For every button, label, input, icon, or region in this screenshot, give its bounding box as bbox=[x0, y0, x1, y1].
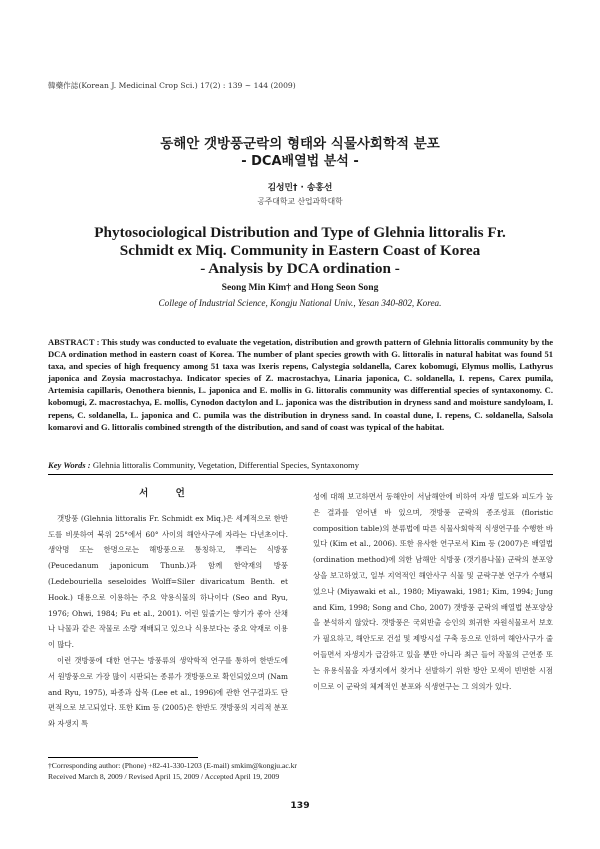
korean-authors: 김성민† · 송홍선 bbox=[267, 183, 333, 193]
footnote-rule bbox=[48, 757, 198, 758]
intro-paragraph-1: 갯방풍 (Glehnia littoralis Fr. Schmidt ex Miq.)은 세계적으로 한반도를 비롯하여 북위 25°에서 60° 사이의 해안사구에 자라는 다년초이다. 생약명 또는 한명으로는 해방풍으로 통칭하고, 뿌리는 식방풍 (Peucedanum japonicum Thunb.)과 함께 한약재의 방풍 (Ledebouriella seseloides Wolff=Siler divaricatum Benth. et Hook.) 대용으로 이용하는 주요 약용식물의 하나이다 (Seo and Ryu, 1976; Ohwi, 1984; Fu et al., 2001). 어린 잎줄기는 향기가 좋아 산채나 나물과 같은 작물로 소량 재배되고 있으나 식용보다는 중요 약재로 이용이 많다. bbox=[48, 513, 288, 650]
keywords-text: Glehnia littoralis Community, Vegetation, Differential Species, Syntaxonomy bbox=[92, 460, 360, 470]
keywords-label: Key Words : bbox=[48, 460, 91, 470]
korean-affiliation: 공주대학교 산업과학대학 bbox=[257, 197, 343, 206]
right-column bbox=[313, 489, 553, 694]
korean-title: 동해안 갯방풍군락의 형태와 식물사회학적 분포 bbox=[160, 136, 440, 152]
english-authors: Seong Min Kim† and Hong Seon Song bbox=[221, 282, 379, 293]
intro-paragraph-2: 이런 갯방풍에 대한 연구는 방풍류의 생약학적 연구를 통하여 한반도에서 원방풍으로 가장 많이 시판되는 종류가 갯방풍으로 확인되었으며 (Nam and Ryu, 1975), 파종과 삽목 (Lee et al., 1996)에 관한 연구결과도 단편적으로 보고되었다. 또한 Kim 등 (2005)은 한반도 갯방풍의 지리적 분포와 자생지 특 bbox=[48, 655, 288, 729]
corresponding-author-note: †Corresponding author: (Phone) +82-41-330-1203 (E-mail) smkim@kongju.ac.kr bbox=[48, 761, 297, 770]
keywords bbox=[48, 460, 553, 470]
english-title bbox=[0, 224, 600, 278]
english-title-line-3: - Analysis by DCA ordination - bbox=[200, 260, 400, 277]
abstract: ABSTRACT : This study was conducted to evaluate the vegetation, distribution and growth pattern of Glehnia littoralis community by the DCA ordination method in eastern coast of Korea. The number of plant species growth with G. littoralis in natural habitat was found 51 taxa, and species of high frequency among 51 taxa was Ixeris repens, Calystegia soldanella, Carex kobomugi, Elymus mollis, Lathyrus japonica and Zoysia macrostachya. Indicator species of Z. macrostachya, Linaria japonica, C. soldanella, I. repens, Carex pumila, Artemisia capillaris, Oenothera biennis, L. japonica and E. mollis in G. littoralis community was differential species of syntaxonomy. C. kobomugi, Z. macrostachya, E. mollis, Cynodon dactylon and L. japonica was the distribution in dryness sand and moisture sandyloam, I. repens, C. soldanella, L. japonica and C. pumila was the distribution in dryness sand. In coastal dune, I. repens, C. soldanella, Salsola komarovi and G. littoralis combined strength of the distribution, and sand of coast was typical of the habitat. bbox=[48, 337, 553, 432]
english-affiliation: College of Industrial Science, Kongju National Univ., Yesan 340-802, Korea. bbox=[158, 298, 442, 308]
korean-subtitle: - DCA배열법 분석 - bbox=[241, 154, 359, 169]
intro-paragraph-continued: 성에 대해 보고하면서 동해안이 서남해안에 비하여 자생 밀도와 피도가 높은 결과를 얻어낸 바 있으며, 갯방풍 군락의 종조성표 (floristic composition table)의 분류법에 따른 식물사회학적 식생연구를 수행한 바 있다 (Kim et al., 2006). 또한 유사한 연구로서 Kim 등 (2007)은 배열법 (ordination method)에 의한 남해안 식방풍 (갯기름나물) 군락의 분포양상을 보고하였고, 일부 지역적인 해안사구 식물 및 군락구분 연구가 수행되었으나 (Miyawaki et al., 1980; Miyawaki, 1981; Kim, 1994; Jung and Kim, 1998; Song and Cho, 2007) 갯방풍 군락의 배열법 분포양상을 분석하지 않았다. 갯방풍은 국외반출 승인의 희귀한 자원식물로서 보호가 필요하고, 해안도로 건설 및 제방시설 구축 등으로 인하여 해안사구가 줄어들면서 자생지가 급감하고 있을 뿐만 아니라 최근 들어 작물의 근연종 또는 유용식물을 자생지에서 찾거나 선발하기 위한 방안 모색이 빈번한 시점이므로 이 군락의 체계적인 분포와 식생연구는 그 의의가 있다. bbox=[313, 492, 553, 691]
left-column bbox=[48, 486, 288, 732]
section-heading-introduction: 서 언 bbox=[139, 488, 197, 499]
journal-citation: 韓藥作誌(Korean J. Medicinal Crop Sci.) 17(2) : 139 ~ 144 (2009) bbox=[48, 81, 296, 90]
english-title-line-2: Schmidt ex Miq. Community in Eastern Coast of Korea bbox=[119, 242, 481, 259]
section-divider bbox=[48, 474, 553, 475]
english-title-line-1: Phytosociological Distribution and Type of Glehnia littoralis Fr. bbox=[94, 224, 506, 241]
page-number: 139 bbox=[290, 800, 310, 811]
footnote bbox=[48, 761, 297, 782]
received-dates-note: Received March 8, 2009 / Revised April 15, 2009 / Accepted April 19, 2009 bbox=[48, 771, 280, 781]
